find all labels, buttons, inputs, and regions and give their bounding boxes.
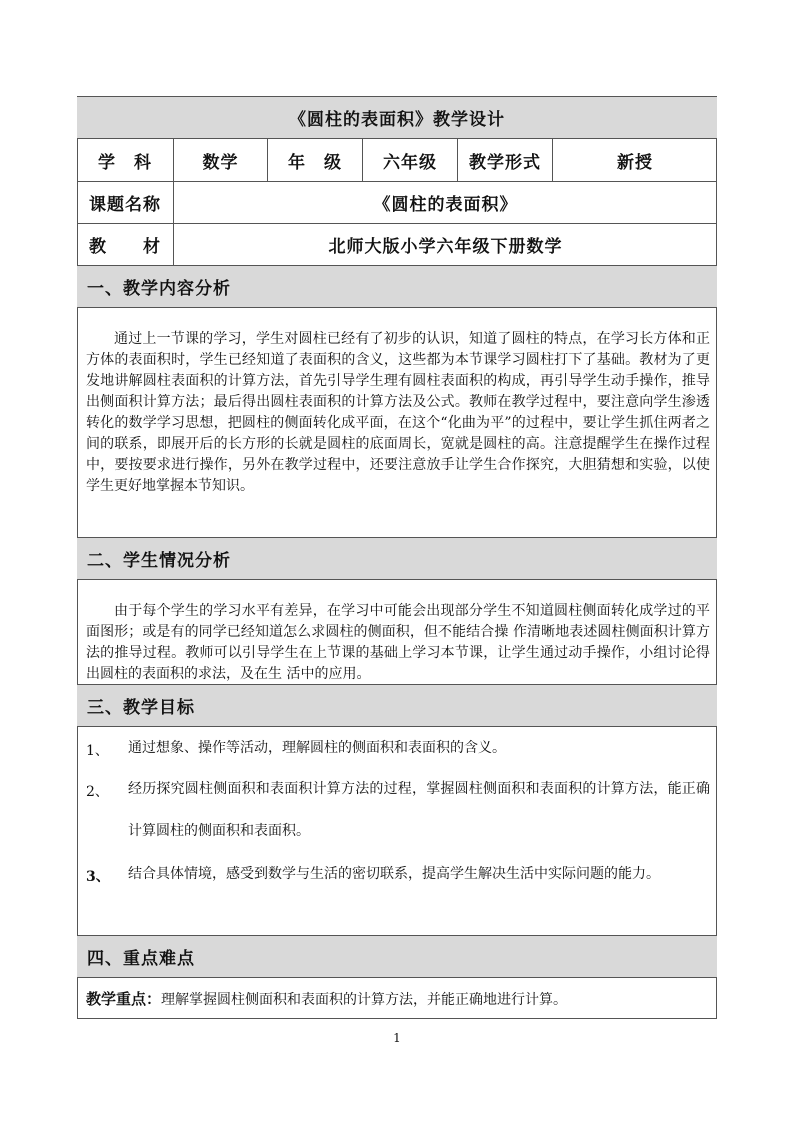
section-key-points-heading-row <box>77 936 717 978</box>
form-label: 教学形式 <box>457 139 552 181</box>
subject-value: 数学 <box>173 139 267 181</box>
page-number: 1 <box>393 1031 401 1045</box>
topic-label: 课题名称 <box>89 195 161 215</box>
content-analysis-text: 通过上一节课的学习，学生对圆柱已经有了初步的认识，知道了圆柱的特点，在学习长方体和正方体的表面积时，学生已经知道了表面积的含义，这些都为本节课学习圆柱打下了基础。教材为了更发地讲解圆柱表面积的计算方法，首先引导学生理有圆柱表面积的构成，再引导学生动手操作，推导出侧面积计算方法；最后得出圆柱表面积的计算方法及公式。教师在教学过程中，要注意向学生渗透转化的数学学习思想，把圆柱的侧面转化成平面，在这个“化曲为平”的过程中，要让学生抓住两者之间的联系，即展开后的长方形的长就是圆柱的底面周长，宽就是圆柱的高。注意提醒学生在操作过程中，要按要求进行操作，另外在教学过程中，还要注意放手让学生合作探究，大胆猜想和实验，以使学生更好地掌握本节知识。 <box>86 331 710 494</box>
goal-number: 1、 <box>86 743 109 759</box>
key-point-text: 理解掌握圆柱侧面积和表面积的计算方法，并能正确地进行计算。 <box>161 991 568 1008</box>
document-title: 《圆柱的表面积》教学设计 <box>289 110 505 130</box>
section-content-analysis-heading-row <box>77 266 717 308</box>
goal-text: 结合具体情境，感受到数学与生活的密切联系，提高学生解决生活中实际问题的能力。 <box>128 866 660 882</box>
section-heading: 三、教学目标 <box>87 698 195 718</box>
topic-value: 《圆柱的表面积》 <box>173 182 717 223</box>
goal-text: 通过想象、操作等活动，理解圆柱的侧面积和表面积的含义。 <box>128 740 506 756</box>
student-analysis-text: 由于每个学生的学习水平有差异，在学习中可能会出现部分学生不知道圆柱侧面转化成学过的平面图形；或是有的同学已经知道怎么求圆柱的侧面积，但不能结合操 作清晰地表述圆柱侧面积计算方法的推导过程。教师可以引导学生在上节课的基础上学习本节课，让学生通过动手操作，小组讨论得出圆柱的表面积的求法，及在生 活中的应用。 <box>86 603 710 682</box>
title-row <box>77 96 717 139</box>
section-heading: 一、教学内容分析 <box>87 279 231 299</box>
grade-value: 六年级 <box>362 139 457 181</box>
goal-number: 2、 <box>86 784 109 800</box>
subject-label: 学 科 <box>98 152 152 173</box>
section-heading: 二、学生情况分析 <box>87 551 231 571</box>
textbook-row <box>77 224 717 266</box>
section-heading: 四、重点难点 <box>87 949 195 969</box>
goal-number: 3、 <box>86 869 110 885</box>
key-point-line <box>86 978 706 1019</box>
key-point-label: 教学重点： <box>86 990 162 1008</box>
goal-text: 经历探究圆柱侧面积和表面积计算方法的过程，掌握圆柱侧面积和表面积的计算方法，能正确计算圆柱的侧面积和表面积。 <box>128 781 710 839</box>
info-row <box>77 139 717 182</box>
section-goals-heading-row <box>77 685 717 727</box>
textbook-label: 教 材 <box>89 237 161 257</box>
form-value: 新授 <box>552 139 717 181</box>
section-student-analysis-heading-row <box>77 538 717 580</box>
textbook-value: 北师大版小学六年级下册数学 <box>173 224 717 265</box>
grade-label: 年 级 <box>267 139 362 181</box>
topic-row <box>77 182 717 224</box>
